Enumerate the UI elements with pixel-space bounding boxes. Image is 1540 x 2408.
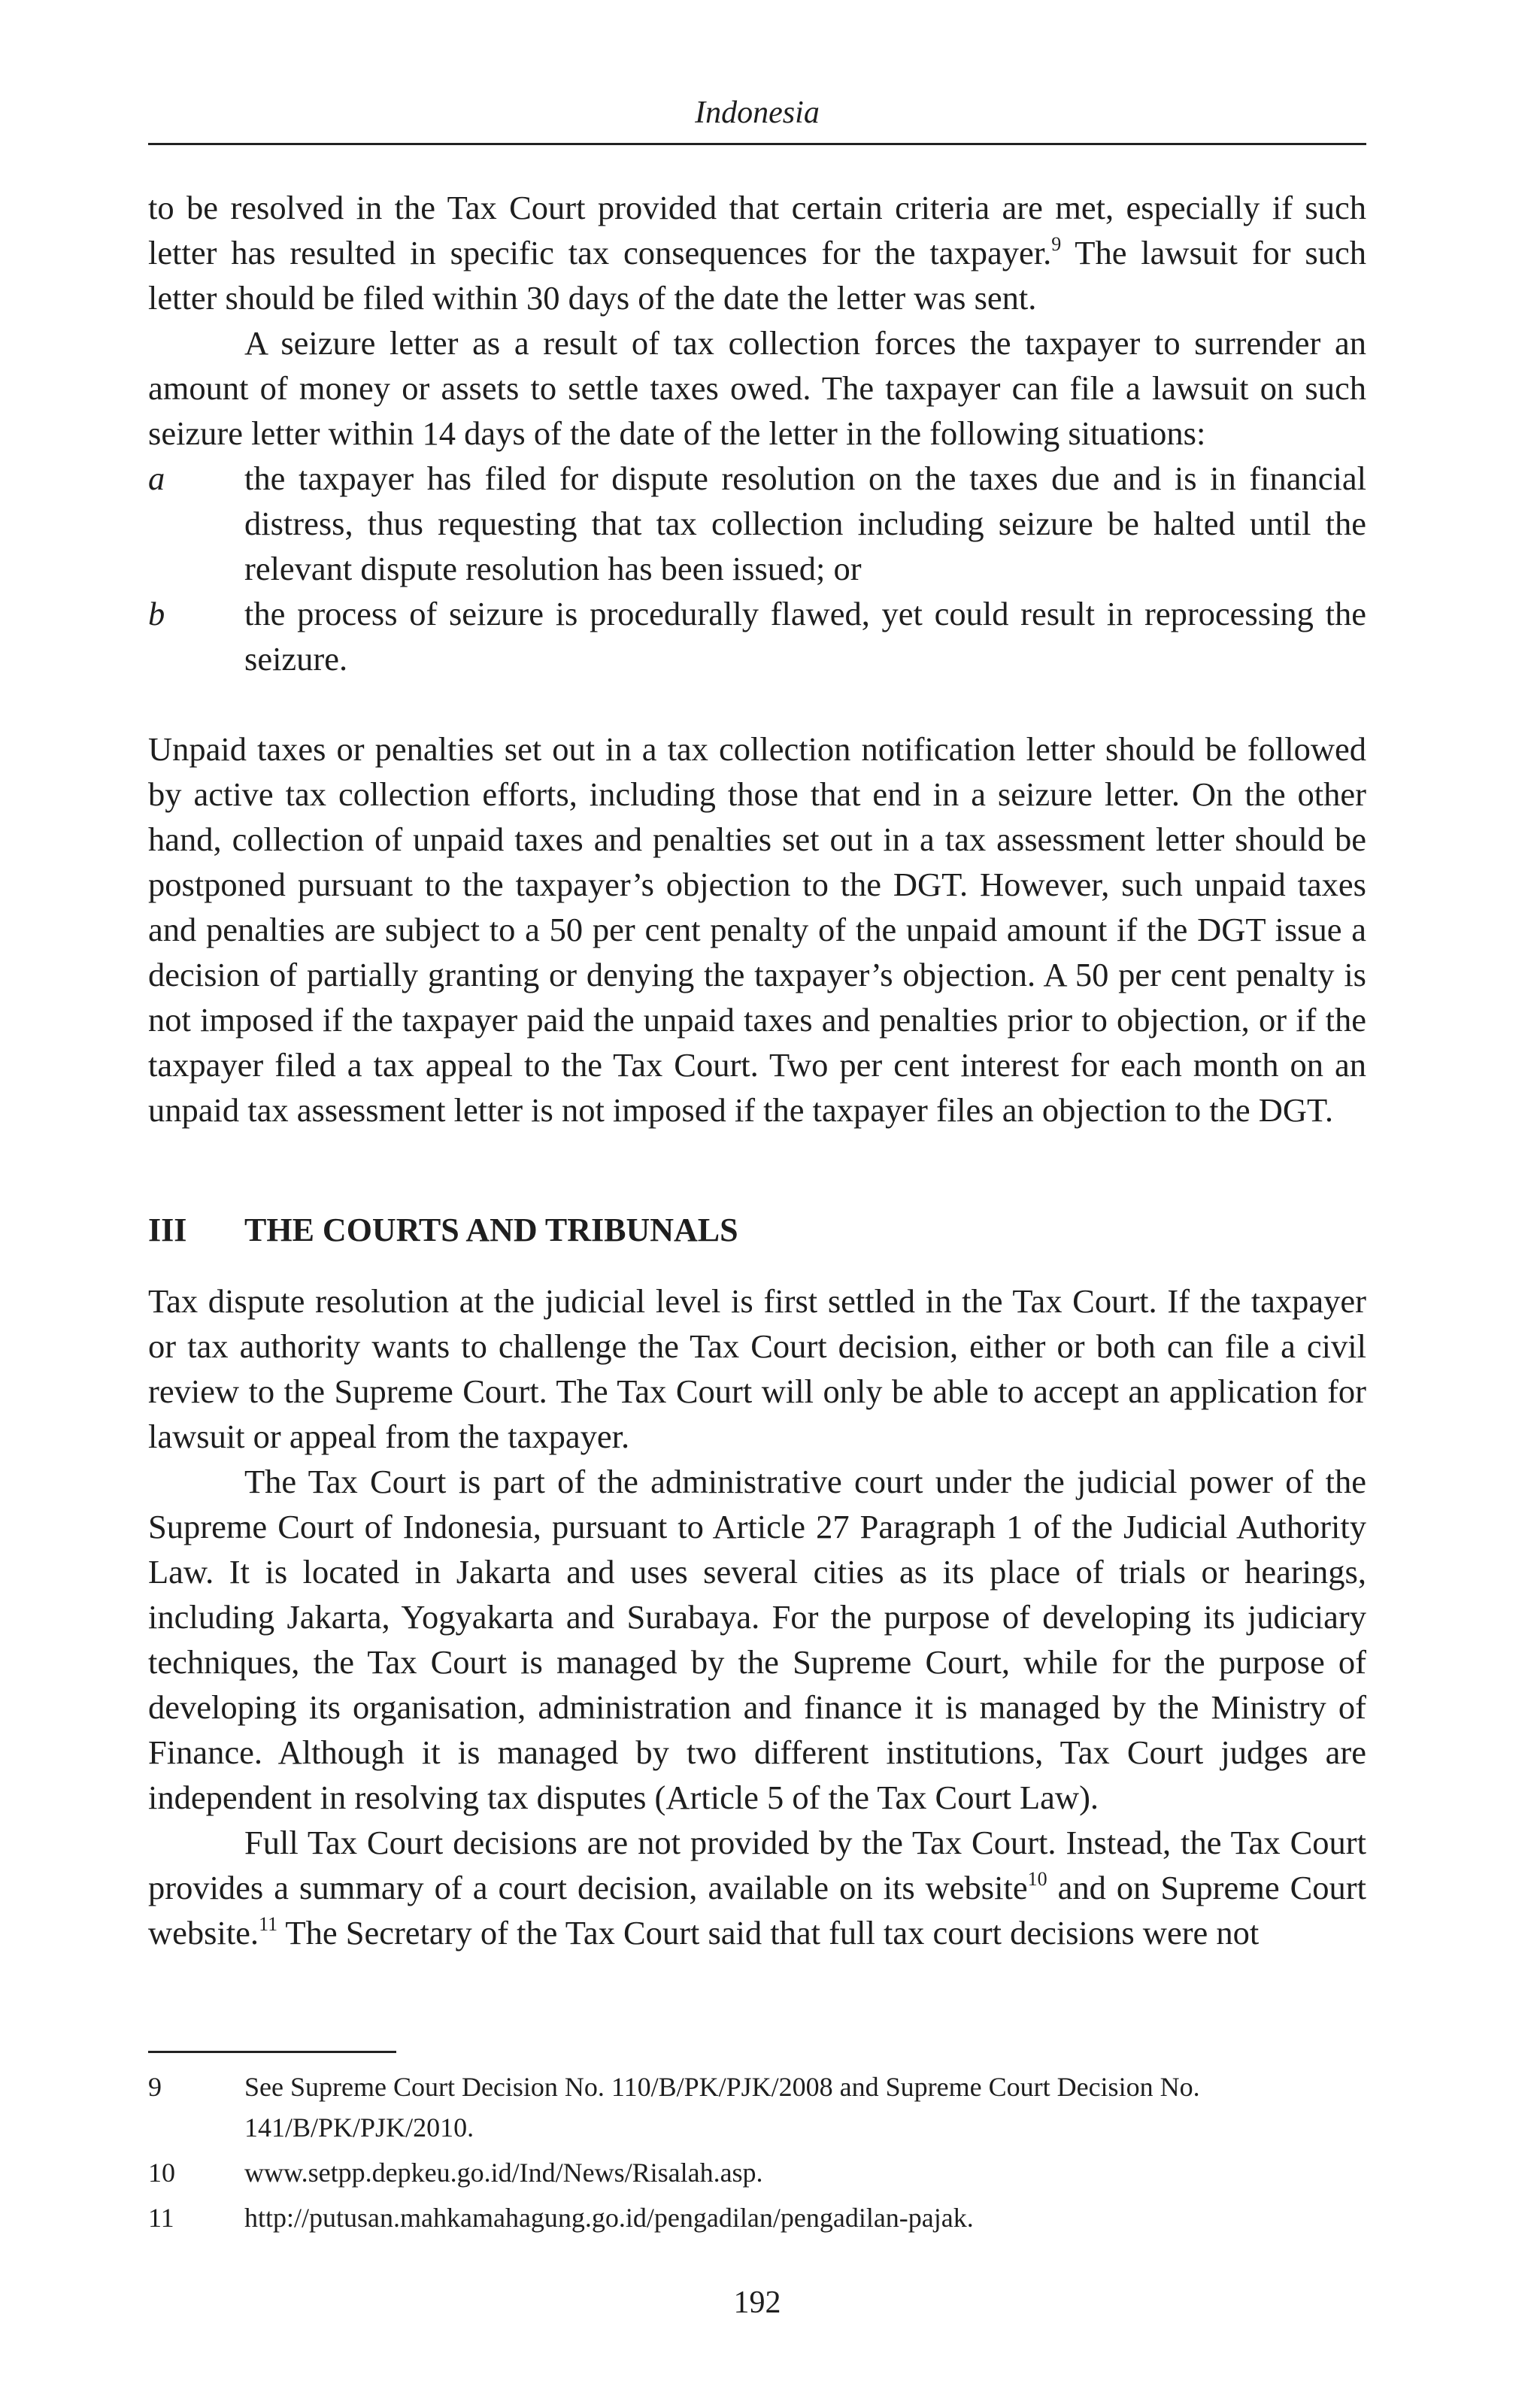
footnotes [148, 2067, 1366, 2243]
section-heading [148, 1208, 1366, 1253]
page-number: 192 [733, 2285, 781, 2320]
header-rule [148, 143, 1366, 145]
paragraph-tax-court: The Tax Court is part of the administrative court under the judicial power of the Supreme Court of Indonesia, pursuant to Article 27 Paragraph 1 of the Judicial Authority Law. It is located in Jakarta and uses several cities as its place of trials or hearings, including Jakarta, Yogyakarta and Surabaya. For the purpose of developing its judiciary techniques, the Tax Court is managed by the Supreme Court, while for the purpose of developing its organisation, administration and finance it is managed by the Ministry of Finance. Although it is managed by two different institutions, Tax Court judges are independent in resolving tax disputes (Article 5 of the Tax Court Law). [148, 1463, 1366, 1816]
footnote-text: www.setpp.depkeu.go.id/Ind/News/Risalah.asp. [244, 2158, 763, 2188]
paragraph-unpaid-taxes: Unpaid taxes or penalties set out in a tax collection notification letter should be followed by active tax collection efforts, including those that end in a seizure letter. On the other hand, collection of unpaid taxes and penalties set out in a tax assessment letter should be postponed pursuant to the taxpayer’s objection to the DGT. However, such unpaid taxes and penalties are subject to a 50 per cent penalty of the unpaid amount if the DGT issue a decision of partially granting or denying the taxpayer’s objection. A 50 per cent penalty is not imposed if the taxpayer paid the unpaid taxes and penalties prior to objection, or if the taxpayer filed a tax appeal to the Tax Court. Two per cent interest for each month on an unpaid tax assessment letter is not imposed if the taxpayer files an objection to the DGT. [148, 730, 1366, 1129]
text-block-2 [148, 726, 1366, 1133]
paragraph-judicial-level: Tax dispute resolution at the judicial level is first settled in the Tax Court. If the taxpayer or tax authority wants to challenge the Tax Court decision, either or both can file a civil review to the Supreme Court. The Tax Court will only be able to accept an application for lawsuit or appeal from the taxpayer. [148, 1282, 1366, 1455]
running-head: Indonesia [695, 96, 820, 130]
footnote-text: See Supreme Court Decision No. 110/B/PK/PJK/2008 and Supreme Court Decision No. 141/B/PK/PJK/2010. [244, 2072, 1200, 2143]
footnote-ref: 9 [1051, 233, 1062, 255]
paragraph-text: to be resolved in the Tax Court provided that certain criteria are met, especially if such letter has resulted in specific tax consequences for the taxpayer. [148, 189, 1366, 271]
footnote-9 [148, 2067, 1366, 2148]
paragraph-text: Full Tax Court decisions are not provided by the Tax Court. Instead, the Tax Court provides a summary of a court decision, available on its website [148, 1824, 1366, 1906]
footnote-number: 11 [148, 2203, 174, 2233]
footnote-rule [148, 2051, 396, 2053]
paragraph-seizure-letter: A seizure letter as a result of tax collection forces the taxpayer to surrender an amount of money or assets to settle taxes owed. The taxpayer can file a lawsuit on such seizure letter within 14 days of the date of the letter in the following situations: [148, 324, 1366, 452]
paragraph-text: The lawsuit for such letter should be filed within 30 days of the date the letter was sent. [148, 234, 1366, 317]
list-marker: a [148, 459, 165, 497]
list-item-b [148, 591, 1366, 681]
paragraph-text: and on Supreme Court website. [148, 1869, 1366, 1952]
footnote-number: 9 [148, 2072, 162, 2102]
footnote-ref: 11 [259, 1913, 278, 1935]
footnote-text: http://putusan.mahkamahagung.go.id/pengadilan/pengadilan-pajak. [244, 2203, 974, 2233]
section-number: III [148, 1212, 187, 1248]
section-title: THE COURTS AND TRIBUNALS [244, 1212, 738, 1248]
text-block-1 [148, 185, 1366, 681]
footnote-ref: 10 [1027, 1868, 1047, 1890]
paragraph-decisions [148, 1820, 1366, 1955]
list-item-a [148, 456, 1366, 591]
paragraph-continuation [148, 185, 1366, 320]
footnote-number: 10 [148, 2158, 175, 2188]
paragraph-text: The Secretary of the Tax Court said that full tax court decisions were not [277, 1914, 1260, 1952]
list-marker: b [148, 595, 165, 632]
footnote-11 [148, 2197, 1366, 2238]
list-item-text: the process of seizure is procedurally flawed, yet could result in reprocessing the seizure. [244, 595, 1366, 678]
list-item-text: the taxpayer has filed for dispute resolution on the taxes due and is in financial distress, thus requesting that tax collection including seizure be halted until the relevant dispute resolution has been issued; or [244, 459, 1366, 587]
footnote-10 [148, 2152, 1366, 2193]
text-block-3 [148, 1278, 1366, 1955]
